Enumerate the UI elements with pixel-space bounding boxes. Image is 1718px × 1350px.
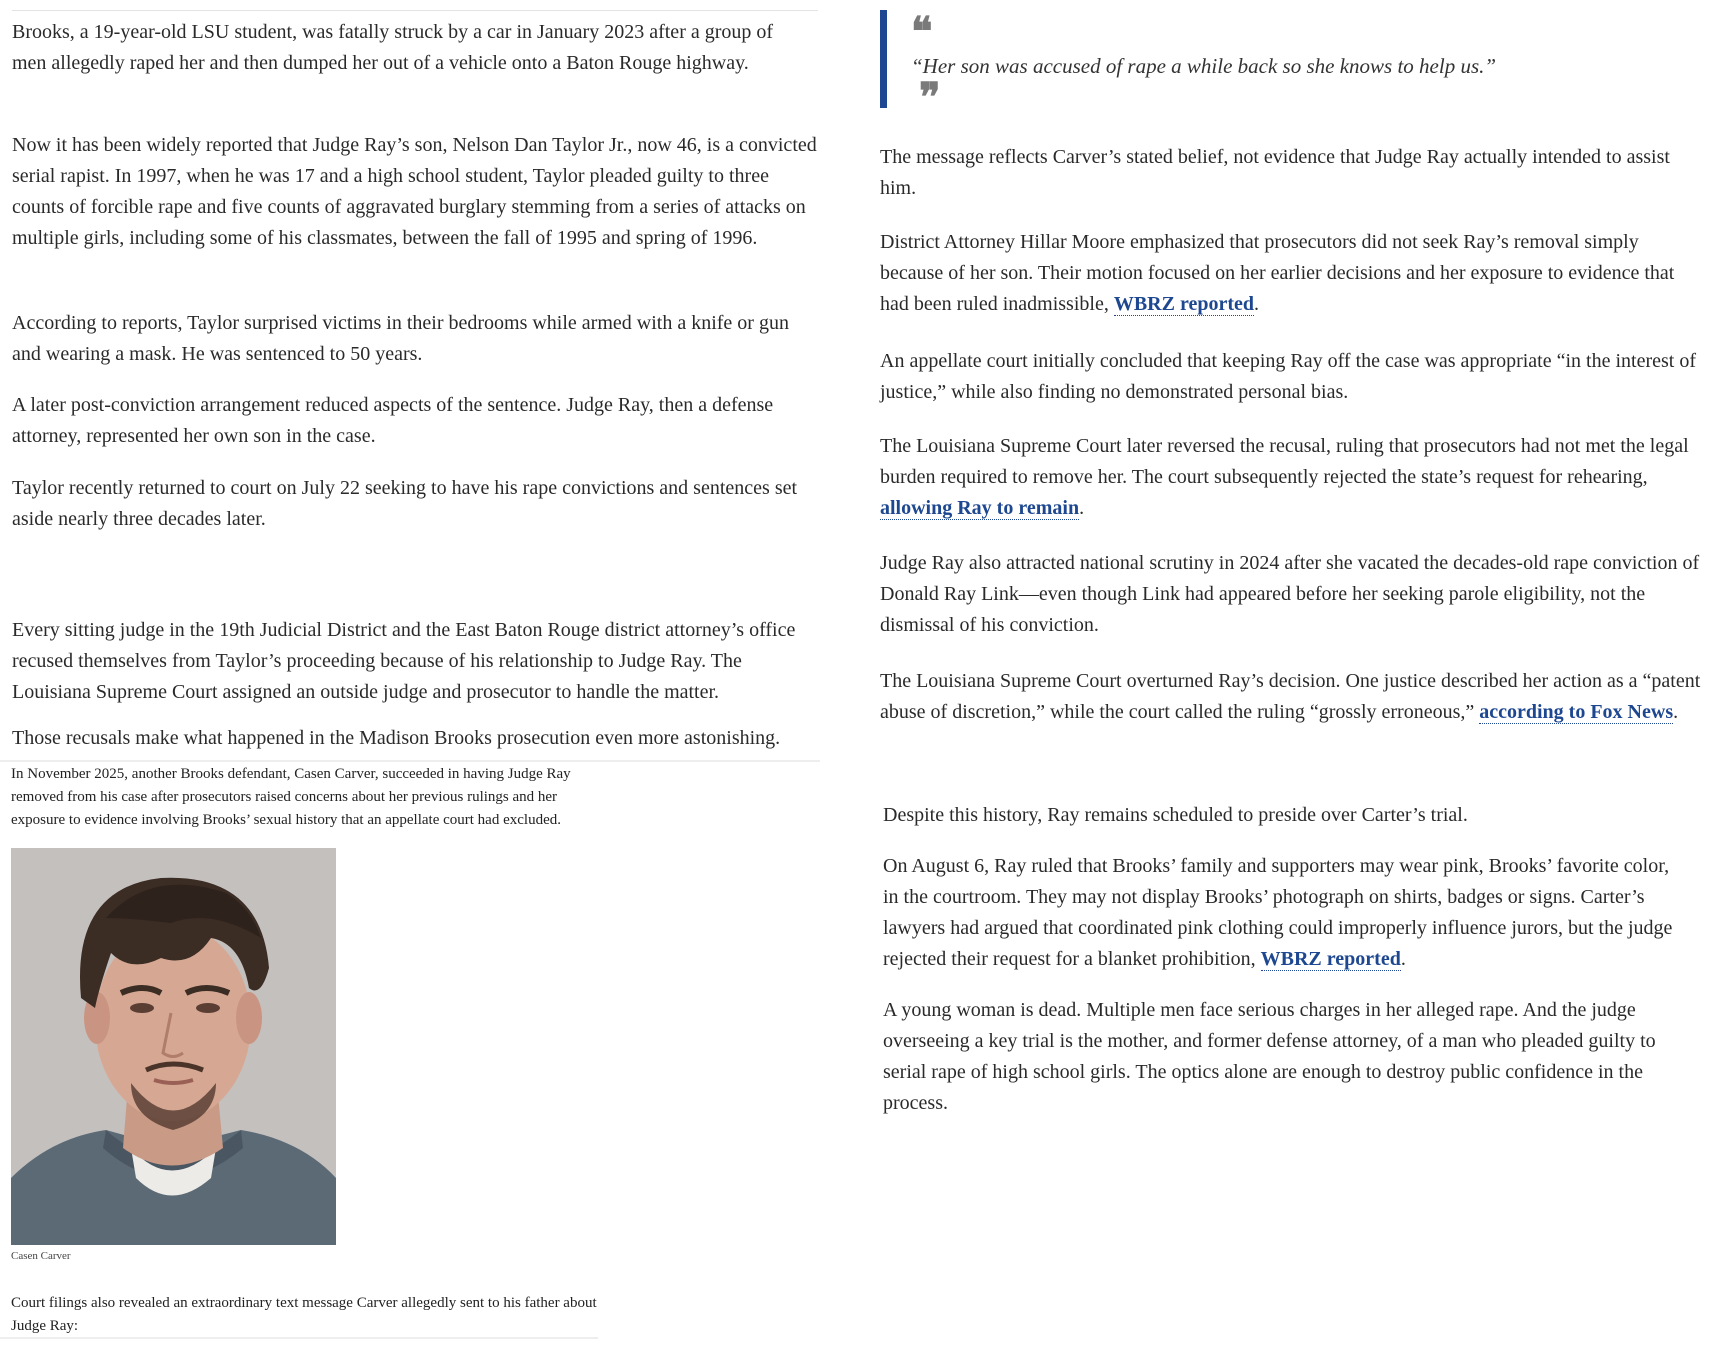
wbrz-reported-link[interactable]: WBRZ reported <box>1113 293 1255 315</box>
article-paragraph: Brooks, a 19-year-old LSU student, was fatally struck by a car in January 2023 after a group of men allegedly raped her and then dumped her out of a vehicle onto a Baton Rouge highway. <box>12 21 774 74</box>
open-quote-icon: ❝ <box>911 9 933 54</box>
article-paragraph: The message reflects Carver’s stated belief, not evidence that Judge Ray actually intended to assist him. <box>880 146 1670 199</box>
according-to-fox-news-link[interactable]: according to Fox News <box>1479 701 1674 723</box>
photo-caption: Casen Carver <box>11 1250 71 1262</box>
article-paragraph: A later post-conviction arrangement reduced aspects of the sentence. Judge Ray, then a defense attorney, represented her own son in the case. <box>12 394 774 447</box>
paragraph-text: District Attorney Hillar Moore emphasized that prosecutors did not seek Ray’s removal simply because of her son. Their motion focused on her earlier decisions and her exposure to evidence that had been ruled inadmissible, <box>880 231 1675 315</box>
article-paragraph: Court filings also revealed an extraordinary text message Carver allegedly sent to his father about Judge Ray: <box>11 1295 597 1334</box>
article-paragraph <box>880 431 1706 524</box>
screenshot-divider <box>0 760 820 762</box>
paragraph-text: On August 6, Ray ruled that Brooks’ family and supporters may wear pink, Brooks’ favorite color, in the courtroom. They may not display Brooks’ photograph on shirts, badges or signs. Carter’s lawyers had argued that coordinated pink clothing could improperly influence jurors, but the judge rejected their request for a blanket prohibition, <box>883 855 1673 970</box>
article-paragraph: Those recusals make what happened in the Madison Brooks prosecution even more astonishing. <box>12 727 781 749</box>
article-paragraph: Taylor recently returned to court on July 22 seeking to have his rape convictions and sentences set aside nearly three decades later. <box>12 477 798 530</box>
article-paragraph: In November 2025, another Brooks defendant, Casen Carver, succeeded in having Judge Ray removed from his case after prosecutors raised concerns about her previous rulings and her exposure to evidence involving Brooks’ sexual history that an appellate court had excluded. <box>11 766 571 828</box>
paragraph-text: The Louisiana Supreme Court later reversed the recusal, ruling that prosecutors had not met the legal burden required to remove her. The court subsequently rejected the state’s request for rehearing, <box>880 435 1689 488</box>
allowing-ray-to-remain-link[interactable]: allowing Ray to remain <box>880 497 1080 519</box>
period: . <box>1079 497 1085 519</box>
top-divider <box>12 10 818 11</box>
article-paragraph: Despite this history, Ray remains scheduled to preside over Carter’s trial. <box>883 804 1468 826</box>
article-paragraph: A young woman is dead. Multiple men face serious charges in her alleged rape. And the judge overseeing a key trial is the mother, and former defense attorney, of a man who pleaded guilty to serial rape of high school girls. The optics alone are enough to destroy public confidence in the process. <box>883 999 1656 1114</box>
pull-quote <box>880 9 1706 120</box>
period: . <box>1254 293 1260 315</box>
period: . <box>1673 701 1679 723</box>
article-paragraph <box>883 851 1673 975</box>
article-paragraph: Judge Ray also attracted national scrutiny in 2024 after she vacated the decades-old rape conviction of Donald Ray Link—even though Link had appeared before her seeking parole eligibility, not the dismissal of his conviction. <box>880 552 1700 636</box>
period: . <box>1400 948 1406 970</box>
close-quote-icon: ❞ <box>919 75 941 120</box>
person-portrait-image <box>11 848 336 1245</box>
article-paragraph: Now it has been widely reported that Judge Ray’s son, Nelson Dan Taylor Jr., now 46, is a convicted serial rapist. In 1997, when he was 17 and a high school student, Taylor pleaded guilty to three counts of forcible rape and five counts of aggravated burglary stemming from a series of attacks on multiple girls, including some of his classmates, between the fall of 1995 and spring of 1996. <box>12 134 817 249</box>
article-paragraph <box>880 227 1706 320</box>
article-paragraph: According to reports, Taylor surprised victims in their bedrooms while armed with a knife or gun and wearing a mask. He was sentenced to 50 years. <box>12 312 789 365</box>
article-paragraph: Every sitting judge in the 19th Judicial District and the East Baton Rouge district attorney’s office recused themselves from Taylor’s proceeding because of his relationship to Judge Ray. The Louisiana Supreme Court assigned an outside judge and prosecutor to handle the matter. <box>12 619 796 703</box>
screenshot-divider <box>0 1337 598 1339</box>
paragraph-text: The Louisiana Supreme Court overturned Ray’s decision. One justice described her action as a “patent abuse of discretion,” while the court called the ruling “grossly erroneous,” <box>880 670 1701 723</box>
article-paragraph: An appellate court initially concluded that keeping Ray off the case was appropriate “in the interest of justice,” while also finding no demonstrated personal bias. <box>880 350 1697 403</box>
wbrz-reported-link-2[interactable]: WBRZ reported <box>1260 948 1401 970</box>
article-paragraph <box>880 666 1706 728</box>
quote-text: “Her son was accused of rape a while back so she knows to help us.” <box>911 54 1497 78</box>
mugshot-photo <box>11 848 336 1245</box>
quote-accent-bar <box>880 10 887 108</box>
